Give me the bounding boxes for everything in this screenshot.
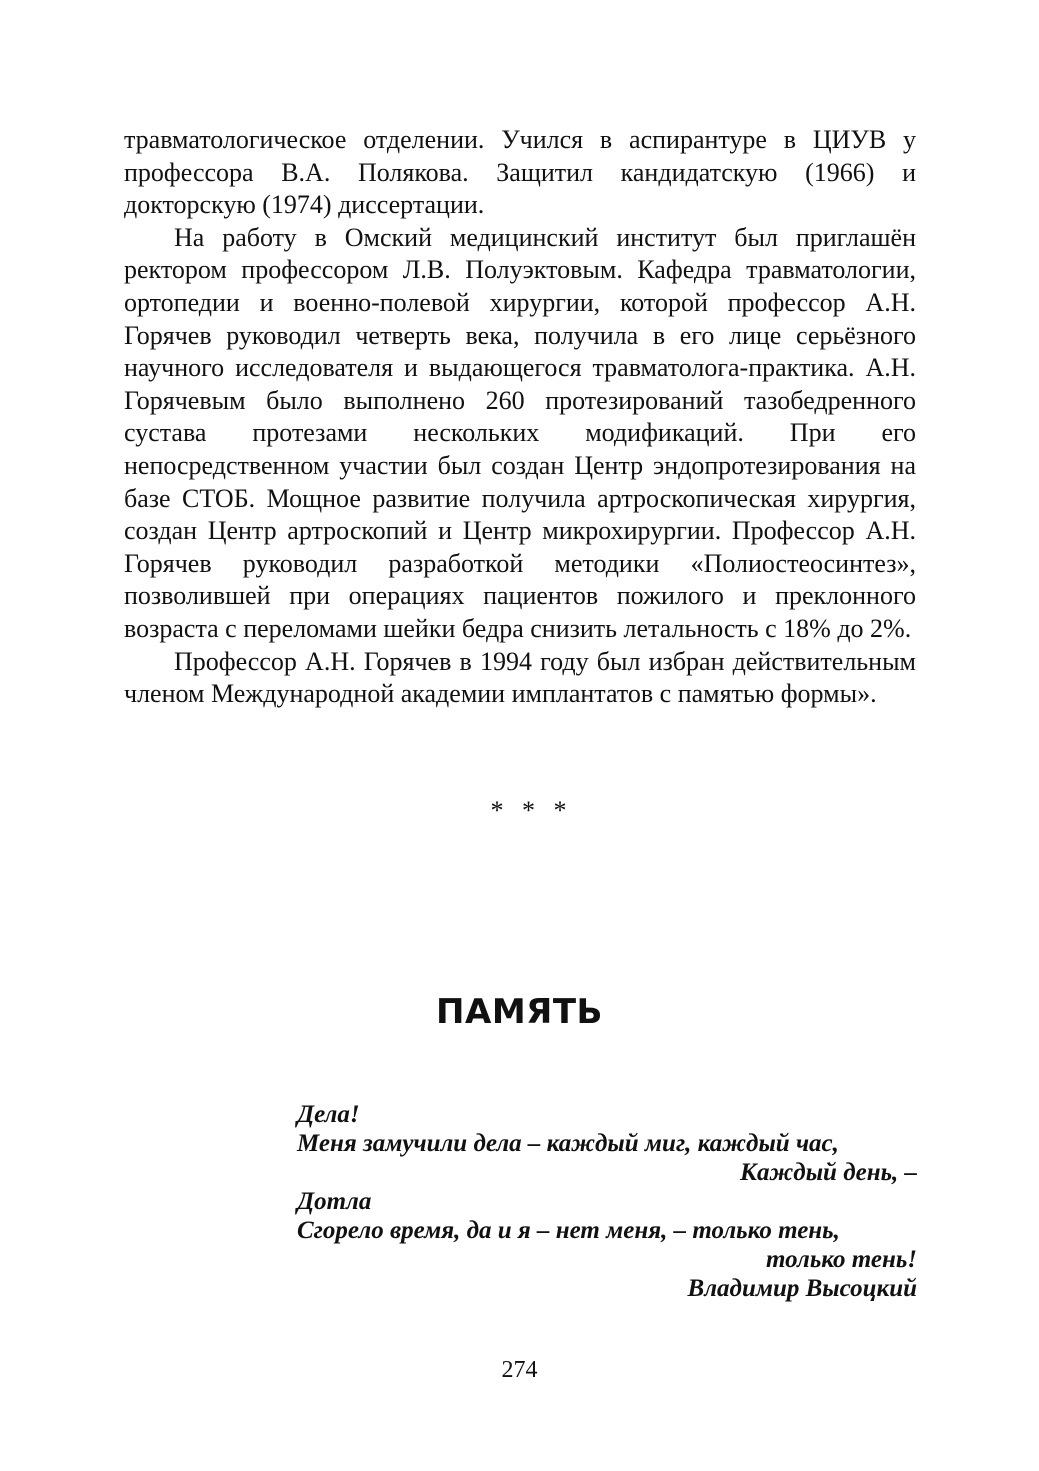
epigraph-line: только тень! <box>766 1246 917 1273</box>
body-text <box>124 124 916 711</box>
chapter-title: ПАМЯТЬ <box>436 992 603 1032</box>
epigraph-line: Меня замучили дела – каждый миг, каждый час, <box>297 1130 839 1157</box>
epigraph-line: Сгорело время, да и я – нет меня, – только тень, <box>297 1217 840 1244</box>
epigraph-line: Каждый день, – <box>740 1159 917 1186</box>
paragraph-3: Профессор А.Н. Горячев в 1994 году был избран действительным членом Международной академии имплантатов с памятью формы». <box>124 646 916 709</box>
paragraph-2: На работу в Омский медицинский институт был приглашён ректором профессором Л.В. Полуэктовым. Кафедра травматологии, ортопедии и военно-полевой хирургии, которой профессор А.Н. Горячев руководил четверть века, получила в его лице серьёзного научного исследователя и выдающегося травматолога-практика. А.Н. Горячевым было выполнено 260 протезирований тазобедренного сустава протезами нескольких модификаций. При его непосредственном участии был создан Центр эндопротезирования на базе СТОБ. Мощное развитие получила артроскопическая хирургия, создан Центр артроскопий и Центр микрохирургии. Профессор А.Н. Горячев руководил разработкой методики «Полиостеосинтез», позволившей при операциях пациентов пожилого и преклонного возраста с переломами шейки бедра снизить летальность с 18% до 2%. <box>124 222 916 643</box>
epigraph-line: Дотла <box>297 1188 372 1215</box>
epigraph <box>297 1100 917 1303</box>
page-number: 274 <box>501 1357 538 1383</box>
epigraph-line: Дела! <box>297 1101 360 1128</box>
paragraph-1: травматологическое отделении. Учился в аспирантуре в ЦИУВ у профессора В.А. Полякова. Защитил кандидатскую (1966) и докторскую (1974) диссертации. <box>124 125 916 220</box>
epigraph-author: Владимир Высоцкий <box>687 1275 917 1302</box>
section-separator: * * * <box>490 796 573 825</box>
